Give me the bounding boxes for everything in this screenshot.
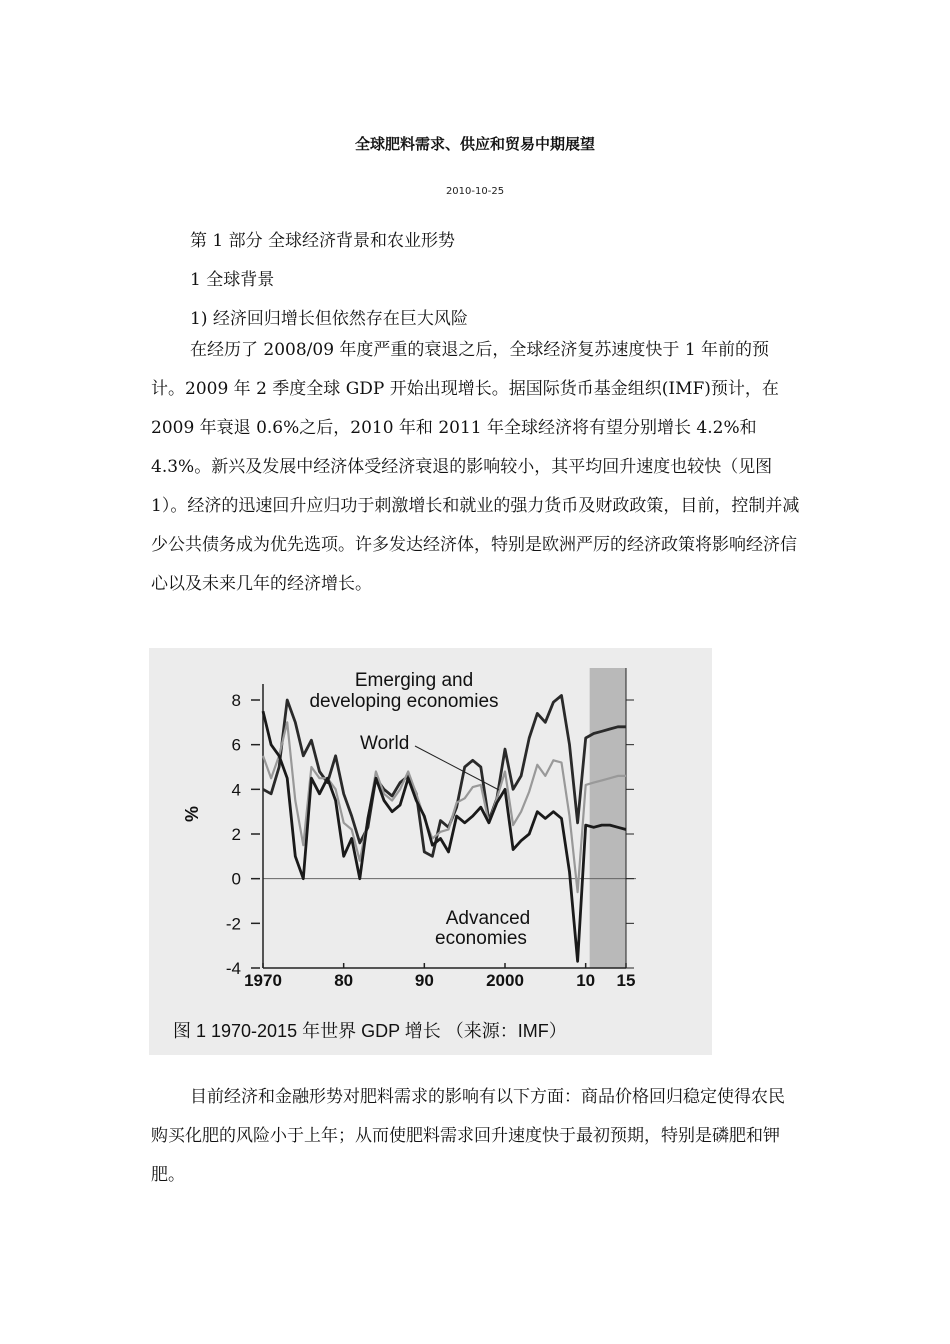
y-tick-label: 2 (231, 825, 241, 844)
x-tick-label: 10 (576, 971, 596, 990)
x-tick-label: 2000 (486, 971, 524, 990)
y-tick-label: 4 (231, 780, 241, 800)
forecast-shaded-region (590, 668, 626, 968)
annotation-world-pointer (415, 746, 499, 790)
gdp-growth-chart (149, 648, 712, 1055)
paragraph-2: 目前经济和金融形势对肥料需求的影响有以下方面：商品价格回归稳定使得农民购买化肥的风险小于上年；从而使肥料需求回升速度快于最初预期，特别是磷肥和钾肥。 (151, 1087, 785, 1185)
annotation-advanced-line2: economies (435, 928, 527, 949)
x-tick-label: 90 (414, 971, 434, 990)
annotation-world: World (360, 733, 410, 754)
paragraph-1: 在经历了 2008/09 年度严重的衰退之后，全球经济复苏速度快于 1 年前的预计。2009 年 2 季度全球 GDP 开始出现增长。据国际货币基金组织(IMF)预计，在 2009 年衰退 0.6%之后，2010 年和 2011 年全球经济将有望分别增长 4.2%和 4.3%。新兴及发展中经济体受经济衰退的影响较小，其平均回升速度也较快（见图 1）。经济的迅速回升应归功于刺激增长和就业的强力货币及财政政策，目前，控制并减少公共债务成为优先选项。许多发达经济体，特别是欧洲严厉的经济政策将影响经济信心以及未来几年的经济增长。 (151, 340, 800, 594)
y-axis-label: % (181, 806, 201, 823)
annotation-emerging-line2: developing economies (309, 691, 499, 712)
document-date: 2010-10-25 (445, 186, 505, 197)
section-heading: 1 全球背景 (190, 270, 275, 290)
y-tick-label: -2 (225, 914, 241, 934)
x-tick-label: 1970 (244, 971, 282, 990)
figure-caption: 图 1 1970-2015 年世界 GDP 增长 （来源：IMF） (173, 1021, 567, 1041)
y-tick-label: 0 (231, 869, 241, 889)
figure-1 (149, 648, 712, 1055)
annotation-emerging-line1: Emerging and (354, 670, 474, 691)
annotation-advanced-line1: Advanced (445, 908, 531, 929)
y-tick-label: -4 (225, 959, 241, 978)
x-tick-label: 15 (616, 971, 636, 990)
document-title: 全球肥料需求、供应和贸易中期展望 (354, 135, 595, 153)
subsection-heading: 1) 经济回归增长但依然存在巨大风险 (190, 309, 468, 329)
y-tick-label: 6 (231, 735, 241, 755)
part-heading: 第 1 部分 全球经济背景和农业形势 (190, 231, 456, 251)
x-tick-label: 80 (334, 971, 354, 990)
y-tick-label: 8 (231, 691, 241, 710)
series-line-world (263, 722, 626, 892)
